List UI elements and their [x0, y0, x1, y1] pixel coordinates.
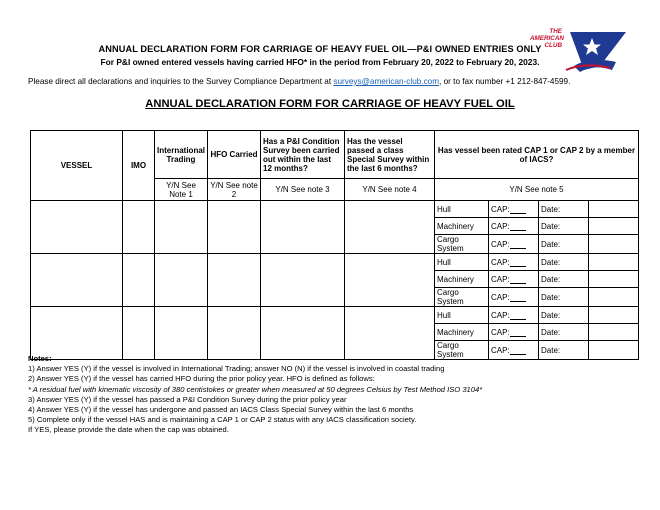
cap-field[interactable]: CAP:: [489, 201, 539, 218]
hfo-input[interactable]: [208, 201, 261, 254]
imo-input[interactable]: [123, 254, 155, 307]
contact-prefix: Please direct all declarations and inquiries to the Survey Compliance Department at: [28, 77, 334, 86]
imo-input[interactable]: [123, 201, 155, 254]
hfo-input[interactable]: [208, 254, 261, 307]
date-field[interactable]: Date:: [539, 218, 589, 235]
system-label: Hull: [435, 201, 489, 218]
hfo-input[interactable]: [208, 307, 261, 360]
col-vessel: VESSEL: [31, 131, 123, 201]
intl-input[interactable]: [155, 307, 208, 360]
date-field[interactable]: Date:: [539, 341, 589, 360]
cap-field[interactable]: CAP:: [489, 218, 539, 235]
class-input[interactable]: [345, 201, 435, 254]
pi-input[interactable]: [261, 201, 345, 254]
cap-field[interactable]: CAP:: [489, 235, 539, 254]
note-2-definition: * A residual fuel with kinematic viscosity of 380 centistokes or greater when measured at 50 degrees Celsius by Test Method ISO 3104*: [28, 384, 483, 394]
system-label: Hull: [435, 307, 489, 324]
date-value[interactable]: [589, 218, 639, 235]
note-intl: Y/N See Note 1: [155, 179, 208, 201]
date-value[interactable]: [589, 201, 639, 218]
cap-field[interactable]: CAP:: [489, 324, 539, 341]
table-row: [31, 201, 639, 218]
note-class: Y/N See note 4: [345, 179, 435, 201]
form-title: ANNUAL DECLARATION FORM FOR CARRIAGE OF HEAVY FUEL OIL: [145, 98, 515, 110]
note-5: 5) Complete only if the vessel HAS and is maintaining a CAP 1 or CAP 2 status with any IACS classification society.: [28, 415, 417, 425]
col-intl: International Trading: [155, 131, 208, 179]
date-field[interactable]: Date:: [539, 235, 589, 254]
declaration-table: [30, 130, 639, 360]
date-field[interactable]: Date:: [539, 307, 589, 324]
intl-input[interactable]: [155, 201, 208, 254]
note-1: 1) Answer YES (Y) if the vessel is involved in International Trading; answer NO (N) if the vessel is involved in coastal trading: [28, 364, 445, 374]
class-input[interactable]: [345, 254, 435, 307]
note-2: 2) Answer YES (Y) if the vessel has carried HFO during the prior policy year. HFO is defined as follows:: [28, 374, 375, 384]
system-label: Machinery: [435, 218, 489, 235]
main-title: ANNUAL DECLARATION FORM FOR CARRIAGE OF HEAVY FUEL OIL—P&I OWNED ENTRIES ONLY: [98, 44, 542, 54]
table-row: [31, 307, 639, 324]
imo-input[interactable]: [123, 307, 155, 360]
date-value[interactable]: [589, 307, 639, 324]
date-value[interactable]: [589, 271, 639, 288]
pi-input[interactable]: [261, 254, 345, 307]
system-label: Cargo System: [435, 341, 489, 360]
date-field[interactable]: Date:: [539, 271, 589, 288]
class-input[interactable]: [345, 307, 435, 360]
notes-heading: Notes:: [28, 354, 52, 363]
vessel-input[interactable]: [31, 254, 123, 307]
cap-field[interactable]: CAP:: [489, 254, 539, 271]
note-pi: Y/N See note 3: [261, 179, 345, 201]
logo-line-2: AMERICAN: [530, 35, 564, 42]
contact-line: [28, 77, 570, 86]
col-cap: Has vessel been rated CAP 1 or CAP 2 by a member of IACS?: [435, 131, 639, 179]
intl-input[interactable]: [155, 254, 208, 307]
table-row: [31, 254, 639, 271]
date-field[interactable]: Date:: [539, 201, 589, 218]
date-field[interactable]: Date:: [539, 288, 589, 307]
vessel-input[interactable]: [31, 201, 123, 254]
date-value[interactable]: [589, 324, 639, 341]
date-value[interactable]: [589, 288, 639, 307]
system-label: Machinery: [435, 271, 489, 288]
date-value[interactable]: [589, 235, 639, 254]
system-label: Cargo System: [435, 235, 489, 254]
col-imo: IMO: [123, 131, 155, 201]
system-label: Machinery: [435, 324, 489, 341]
system-label: Cargo System: [435, 288, 489, 307]
vessel-input[interactable]: [31, 307, 123, 360]
note-5-detail: If YES, please provide the date when the cap was obtained.: [28, 425, 229, 435]
note-cap: Y/N See note 5: [435, 179, 639, 201]
col-pi-survey: Has a P&I Condition Survey been carried out within the last 12 months?: [261, 131, 345, 179]
subtitle: For P&I owned entered vessels having carried HFO* in the period from February 20, 2022 to February 20, 2023.: [100, 57, 540, 67]
contact-suffix: , or to fax number +1 212-847-4599.: [439, 77, 571, 86]
logo-line-3: CLUB: [544, 42, 562, 49]
date-value[interactable]: [589, 341, 639, 360]
note-3: 3) Answer YES (Y) if the vessel has passed a P&I Condition Survey during the prior policy year: [28, 394, 347, 404]
cap-field[interactable]: CAP:: [489, 288, 539, 307]
header-row: [31, 131, 639, 179]
note-4: 4) Answer YES (Y) if the vessel has undergone and passed an IACS Class Special Survey within the last 6 months: [28, 405, 414, 415]
note-hfo: Y/N See note 2: [208, 179, 261, 201]
date-field[interactable]: Date:: [539, 324, 589, 341]
cap-field[interactable]: CAP:: [489, 271, 539, 288]
col-hfo: HFO Carried: [208, 131, 261, 179]
date-value[interactable]: [589, 254, 639, 271]
american-club-logo: [530, 26, 630, 76]
logo-emblem: [530, 26, 630, 76]
pi-input[interactable]: [261, 307, 345, 360]
cap-field[interactable]: CAP:: [489, 307, 539, 324]
system-label: Hull: [435, 254, 489, 271]
cap-field[interactable]: CAP:: [489, 341, 539, 360]
col-class-survey: Has the vessel passed a class Special Survey within the last 6 months?: [345, 131, 435, 179]
logo-line-1: THE: [549, 28, 562, 35]
email-link[interactable]: surveys@american-club.com: [333, 77, 440, 86]
date-field[interactable]: Date:: [539, 254, 589, 271]
notes-section: [28, 354, 482, 436]
